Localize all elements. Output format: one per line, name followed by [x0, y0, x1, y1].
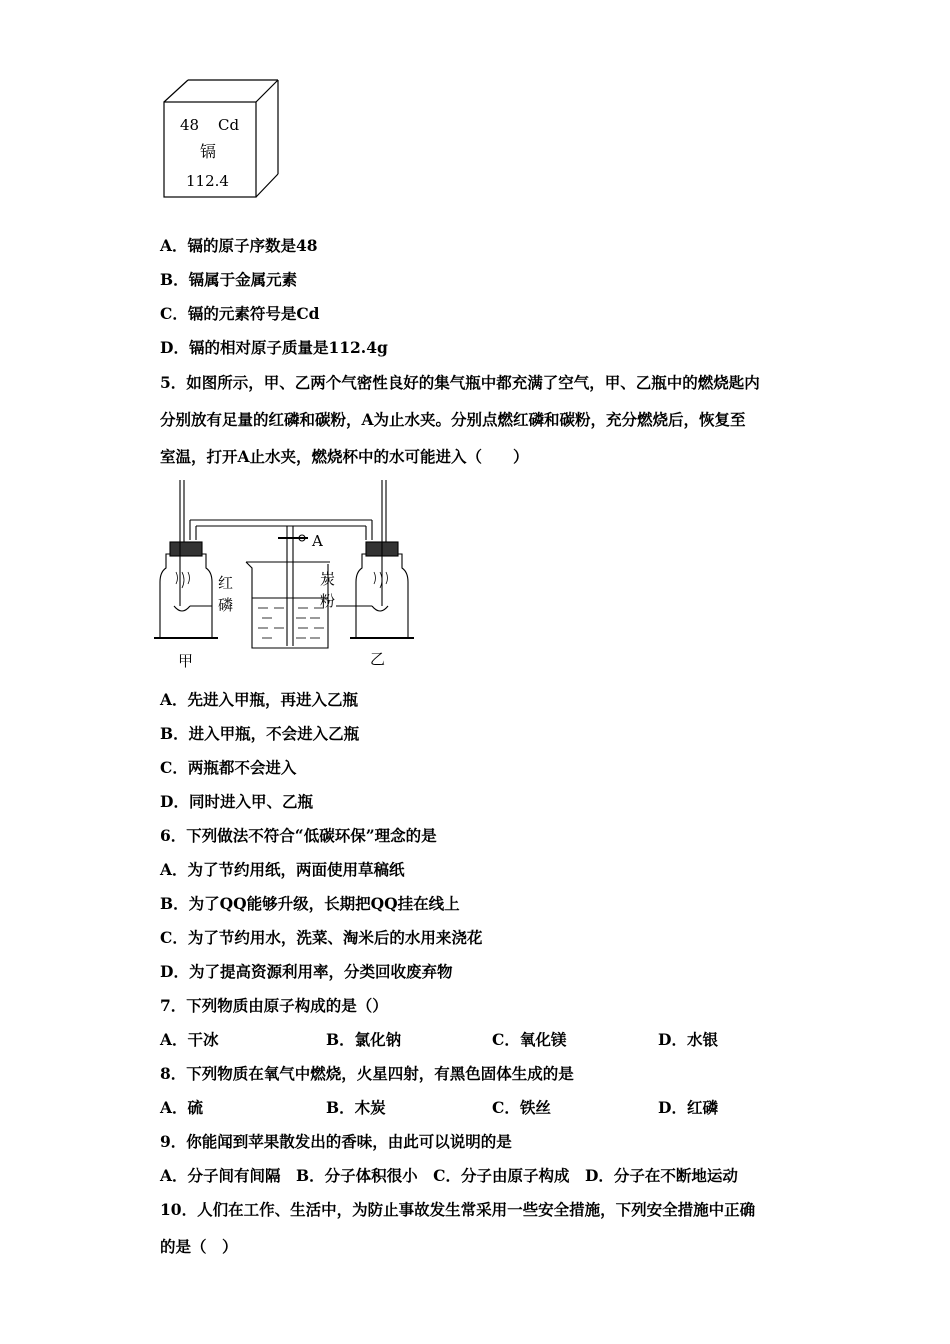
q4-option-a: A．镉的原子序数是48 [160, 236, 318, 255]
q6-option-b: B．为了QQ能够升级，长期把QQ挂在线上 [160, 894, 460, 913]
element-name: 镉 [200, 142, 217, 161]
q4-option-c: C．镉的元素符号是Cd [160, 304, 320, 323]
q6-option-a: A．为了节约用纸，两面使用草稿纸 [160, 860, 405, 879]
q5-stem-line-2: 分别放有足量的红磷和碳粉，A为止水夹。分别点燃红磷和碳粉，充分燃烧后，恢复至 [160, 410, 746, 429]
bottle-yi-label: 乙 [370, 650, 386, 668]
q5-option-c: C．两瓶都不会进入 [160, 758, 297, 777]
q5-stem-line-3: 室温，打开A止水夹，燃烧杯中的水可能进入（ ） [160, 447, 529, 466]
q9-stem: 9．你能闻到苹果散发出的香味，由此可以说明的是 [160, 1132, 512, 1151]
element-card-figure [158, 74, 283, 204]
clamp-label: A [312, 532, 323, 550]
q9-options: A．分子间有间隔 B．分子体积很小 C．分子由原子构成 D．分子在不断地运动 [160, 1166, 738, 1185]
element-atomic-mass: 112.4 [186, 172, 229, 190]
q10-stem-line-2: 的是（ ） [160, 1237, 238, 1256]
q8-option-d: D．红磷 [658, 1098, 718, 1117]
q8-stem: 8．下列物质在氧气中燃烧，火星四射，有黑色固体生成的是 [160, 1064, 574, 1083]
q8-option-a: A．硫 [160, 1098, 204, 1117]
q7-option-d: D．水银 [658, 1030, 718, 1049]
q4-option-d: D．镉的相对原子质量是112.4g [160, 338, 388, 357]
element-atomic-number: 48 [180, 116, 200, 134]
red-phosphorus-label-2: 磷 [218, 596, 234, 614]
q6-option-c: C．为了节约用水，洗菜、淘米后的水用来浇花 [160, 928, 483, 947]
q6-stem: 6．下列做法不符合“低碳环保”理念的是 [160, 826, 437, 845]
q7-stem: 7．下列物质由原子构成的是（） [160, 996, 388, 1015]
q8-option-b: B．木炭 [326, 1098, 386, 1117]
q8-option-c: C．铁丝 [492, 1098, 551, 1117]
q10-stem-line-1: 10．人们在工作、生活中，为防止事故发生常采用一些安全措施，下列安全措施中正确 [160, 1200, 756, 1219]
q5-stem-line-1: 5．如图所示，甲、乙两个气密性良好的集气瓶中都充满了空气，甲、乙瓶中的燃烧匙内 [160, 373, 760, 392]
q6-option-d: D．为了提高资源利用率，分类回收废弃物 [160, 962, 453, 981]
q5-option-b: B．进入甲瓶，不会进入乙瓶 [160, 724, 360, 743]
red-phosphorus-label-1: 红 [218, 574, 234, 592]
combustion-apparatus-figure [150, 476, 430, 676]
q7-options [160, 1030, 718, 1050]
q7-option-c: C．氧化镁 [492, 1030, 567, 1049]
element-symbol: Cd [218, 116, 240, 134]
q5-option-a: A．先进入甲瓶，再进入乙瓶 [160, 690, 359, 709]
q7-option-b: B．氯化钠 [326, 1030, 402, 1049]
carbon-powder-label-1: 炭 [320, 570, 336, 588]
q7-option-a: A．干冰 [160, 1030, 219, 1049]
q4-option-b: B．镉属于金属元素 [160, 270, 298, 289]
q5-option-d: D．同时进入甲、乙瓶 [160, 792, 313, 811]
q8-options [160, 1098, 718, 1118]
carbon-powder-label-2: 粉 [320, 592, 336, 610]
bottle-jia-label: 甲 [178, 652, 194, 670]
